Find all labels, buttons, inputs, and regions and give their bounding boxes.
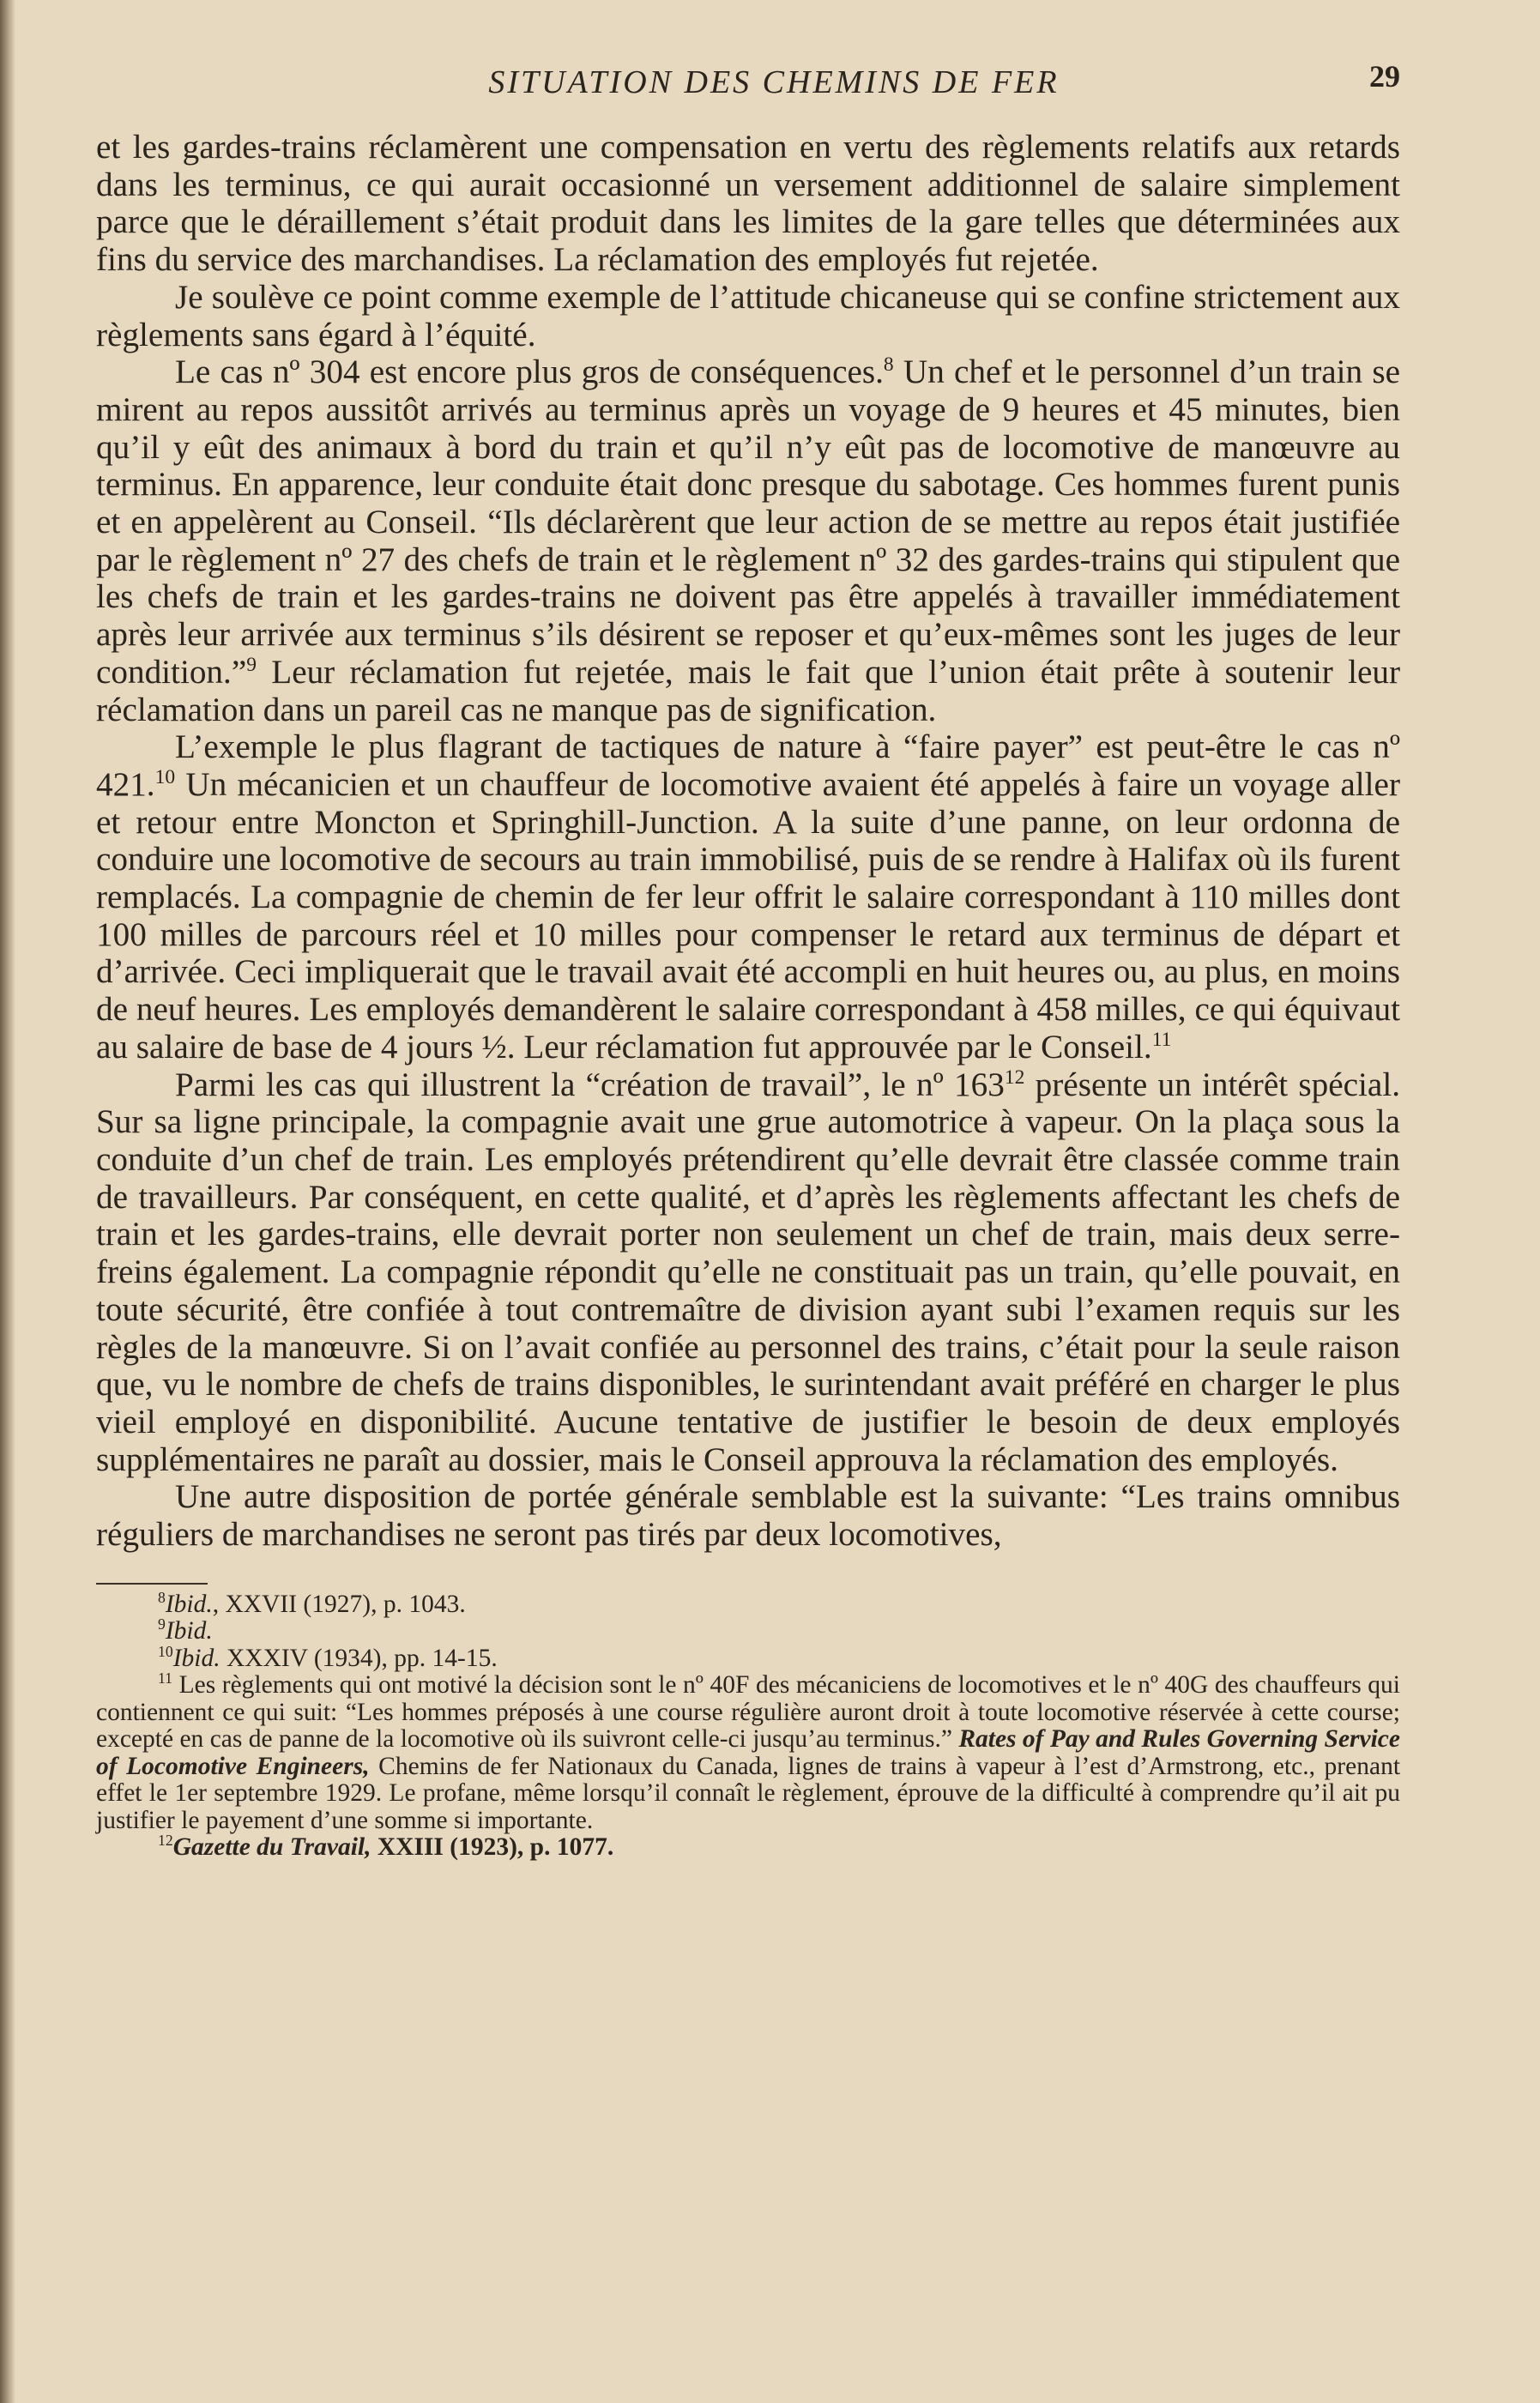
footnote-text: Les règlements qui ont motivé la décision sont le nº 40F des mécaniciens de locomotives et le nº 40G des chauffeurs qui contiennent ce qui suit: “Les hommes préposés à une course régulière auront droit à toute locomotive réservée à cette course; excepté en cas de panne de la locomotive où ils suivront celle-ci jusqu’au terminus.” bbox=[96, 1671, 1400, 1754]
footnote-text: XXIII (1923), p. 1077. bbox=[371, 1833, 614, 1862]
footnote-ref-10: 10 bbox=[154, 765, 176, 788]
footnote-ref-12: 12 bbox=[1004, 1066, 1025, 1089]
paragraph-5-text-b: présente un intérêt spécial. Sur sa ligne principale, la compagnie avait une grue automotrice à vapeur. On la plaça sous la conduite d’un chef de train. Les employés prétendirent qu’elle devrait être classée comme train de travailleurs. Par conséquent, en cette qualité, et d’après les règlements affectant les chefs de train et les gardes-trains, elle devrait porter non seulement un chef de train, mais deux serre-freins également. La compagnie répondit qu’elle ne constituait pas un train, qu’elle pouvait, en toute sécurité, être confiée à tout contremaître de division ayant subi l’examen requis sur les règles de la manœuvre. Si on l’avait confiée au personnel des trains, c’était pour la seule raison que, vu le nombre de chefs de trains disponibles, le surintendant avait préféré en charger le plus vieil employé en disponibilité. Aucune tentative de justifier le besoin de deux employés supplémentaires ne paraît au dossier, mais le Conseil approuva la réclamation des employés. bbox=[96, 1066, 1400, 1478]
footnote-text: Chemins de fer Nationaux du Canada, lignes de trains à vapeur à l’est d’Armstrong, etc., prenant effet le 1er septembre 1929. Le profane, même lorsqu’il connaît le règlement, éprouve de la difficulté à comprendre qu’il ait pu justifier le payement d’une somme si importante. bbox=[96, 1752, 1401, 1834]
footnote-mark: 10 bbox=[158, 1642, 173, 1660]
paragraph-5 bbox=[96, 1066, 1400, 1479]
footnote-12 bbox=[96, 1834, 1400, 1862]
footnote-9 bbox=[96, 1615, 1400, 1645]
footnote-text: XXXIV (1934), pp. 14-15. bbox=[220, 1644, 498, 1672]
paragraph-1: et les gardes-trains réclamèrent une compensation en vertu des règlements relatifs aux retards dans les terminus, ce qui aurait occasionné un versement additionnel de salaire simplement parce que le déraillement s’était produit dans les limites de la gare telles que déterminées aux fins du service des marchandises. La réclamation des employés fut rejetée. bbox=[96, 129, 1400, 279]
paragraph-3 bbox=[96, 353, 1400, 728]
body-text bbox=[96, 129, 1400, 1554]
footnote-ref-8: 8 bbox=[883, 353, 894, 377]
paragraph-3-text-a: Le cas nº 304 est encore plus gros de conséquences. bbox=[175, 353, 884, 391]
running-head bbox=[96, 53, 1400, 105]
paragraph-2: Je soulève ce point comme exemple de l’attitude chicaneuse qui se confine strictement aux règlements sans égard à l’équité. bbox=[96, 278, 1400, 353]
footnote-mark: 8 bbox=[158, 1588, 166, 1606]
paragraph-3-text-c: Leur réclamation fut rejetée, mais le fait que l’union était prête à soutenir leur réclamation dans un pareil cas ne manque pas de signification. bbox=[96, 653, 1400, 728]
page-number: 29 bbox=[1369, 59, 1400, 94]
footnote-source-title: Rates of Pay and Rules Governing Service of Locomotive Engineers, bbox=[96, 1725, 1400, 1780]
footnote-ref-11: 11 bbox=[1151, 1028, 1172, 1051]
paragraph-4 bbox=[96, 728, 1400, 1066]
footnote-ref-9: 9 bbox=[246, 653, 257, 676]
paragraph-4-text-a: L’exemple le plus flagrant de tactiques de nature à “faire payer” est peut-être le cas nº 421. bbox=[96, 728, 1400, 803]
footnote-text: , XXVII (1927), p. 1043. bbox=[212, 1590, 466, 1618]
footnote-8 bbox=[96, 1588, 1400, 1619]
footnote-source-title: Ibid. bbox=[165, 1590, 213, 1618]
page-binding-shadow bbox=[0, 0, 15, 2403]
running-title: SITUATION DES CHEMINS DE FER bbox=[488, 64, 1060, 100]
footnote-divider bbox=[96, 1583, 208, 1585]
footnote-source-title: Gazette du Travail, bbox=[172, 1833, 371, 1862]
footnotes bbox=[96, 1588, 1401, 1862]
paragraph-4-text-b: Un mécanicien et un chauffeur de locomotive avaient été appelés à faire un voyage aller et retour entre Moncton et Springhill-Junction. A la suite d’une panne, on leur ordonna de conduire une locomotive de secours au train immobilisé, puis de se rendre à Halifax où ils furent remplacés. La compagnie de chemin de fer leur offrit le salaire correspondant à 110 milles dont 100 milles de parcours réel et 10 milles pour compenser le retard aux terminus de départ et d’arrivée. Ceci impliquerait que le travail avait été accompli en huit heures ou, au plus, en moins de neuf heures. Les employés demandèrent le salaire correspondant à 458 milles, ce qui équivaut au salaire de base de 4 jours ½. Leur réclamation fut approuvée par le Conseil. bbox=[96, 765, 1400, 1066]
footnote-10 bbox=[96, 1642, 1400, 1673]
paragraph-3-text-b: Un chef et le personnel d’un train se mirent au repos aussitôt arrivés au terminus après un voyage de 9 heures et 45 minutes, bien qu’il y eût des animaux à bord du train et qu’il n’y eût pas de locomotive de manœuvre au terminus. En apparence, leur conduite était donc presque du sabotage. Ces hommes furent punis et en appelèrent au Conseil. “Ils déclarèrent que leur action de se mettre au repos était justifiée par le règlement nº 27 des chefs de train et le règlement nº 32 des gardes-trains qui stipulent que les chefs de train et les gardes-trains ne doivent pas être appelés à travailler immédiatement après leur arrivée aux terminus s’ils désirent se reposer et qu’eux-mêmes sont les juges de leur condition.” bbox=[96, 353, 1400, 691]
document-page bbox=[96, 53, 1400, 1862]
footnote-mark: 9 bbox=[158, 1615, 166, 1633]
footnote-source-title: Ibid. bbox=[165, 1617, 213, 1645]
footnote-11 bbox=[96, 1669, 1401, 1834]
paragraph-6: Une autre disposition de portée générale semblable est la suivante: “Les trains omnibus réguliers de marchandises ne seront pas tirés par deux locomotives, bbox=[96, 1478, 1400, 1554]
footnote-source-title: Ibid. bbox=[172, 1644, 220, 1672]
paragraph-5-text-a: Parmi les cas qui illustrent la “création de travail”, le nº 163 bbox=[175, 1066, 1005, 1103]
footnote-mark: 12 bbox=[158, 1832, 173, 1850]
footnote-mark: 11 bbox=[158, 1669, 173, 1688]
